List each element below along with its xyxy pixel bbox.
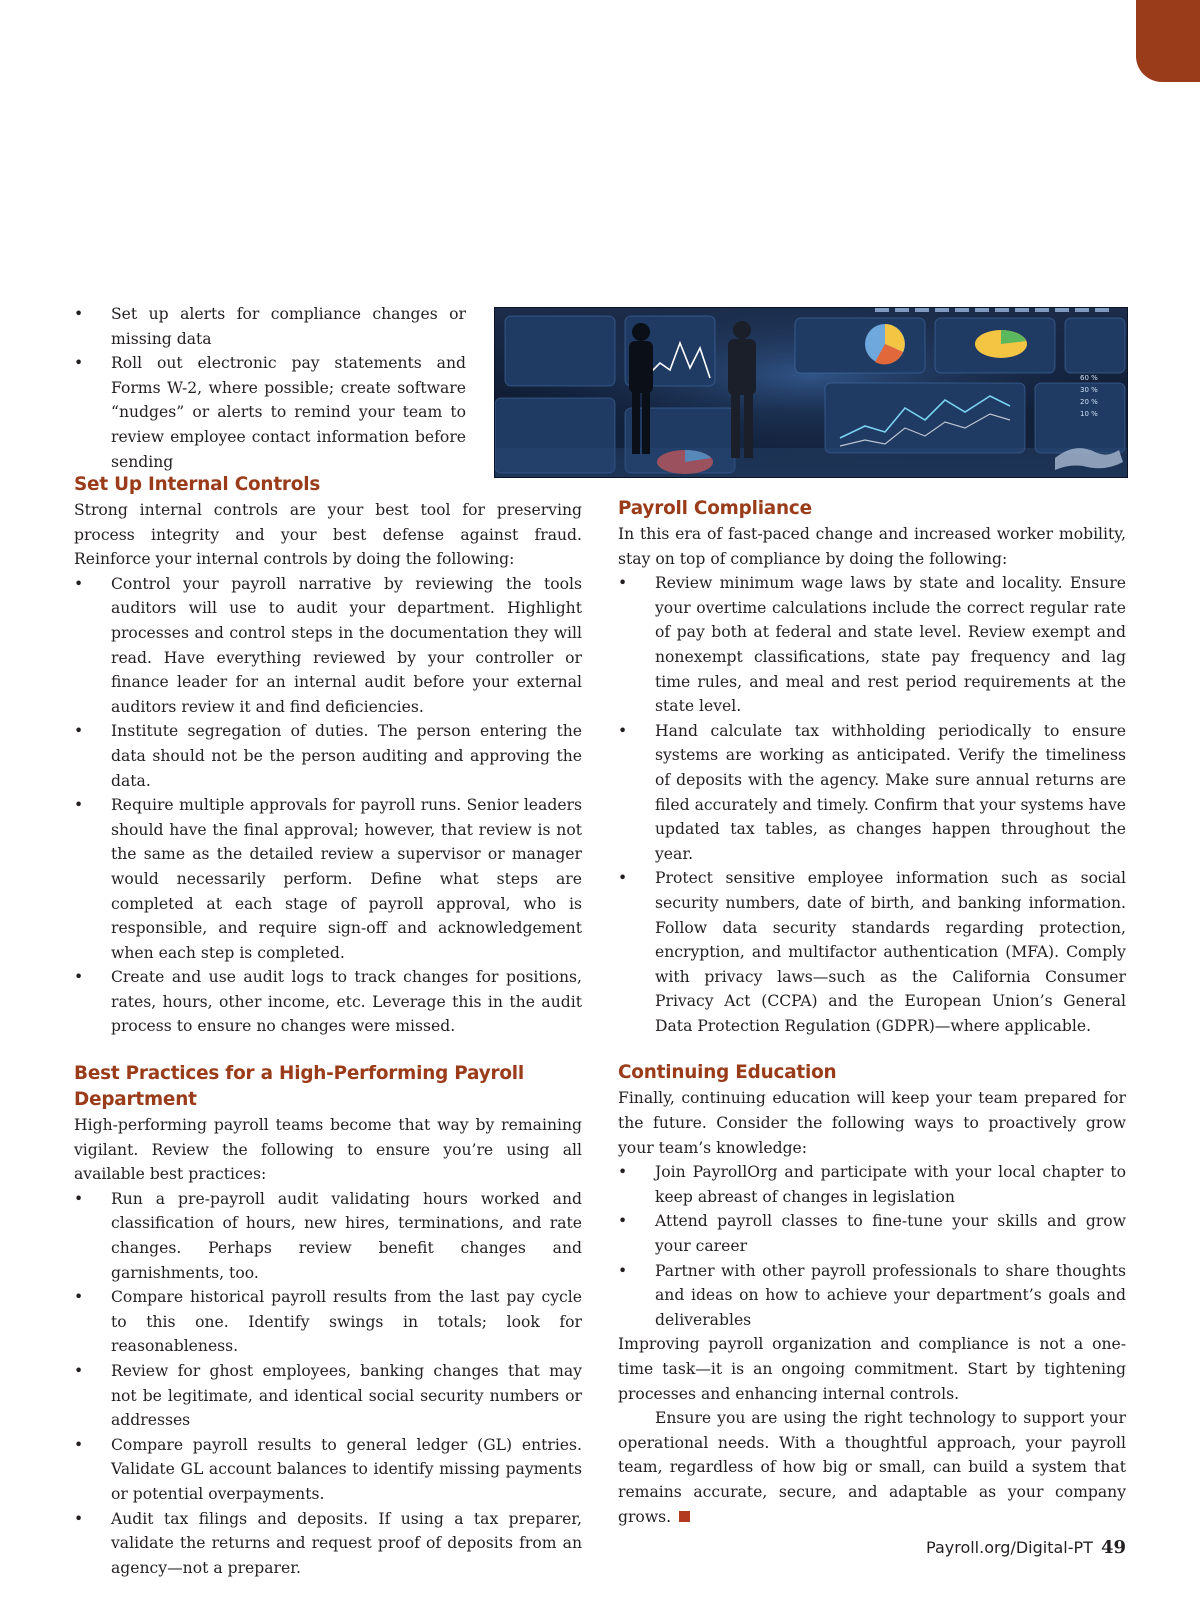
section-heading-continuing-education: Continuing Education bbox=[618, 1062, 837, 1084]
internal-controls-list bbox=[74, 572, 582, 1039]
list-item: • Review for ghost employees, banking changes that may not be legitimate, and identical social security numbers or addresses bbox=[74, 1359, 582, 1433]
payroll-compliance-list bbox=[618, 571, 1126, 1038]
list-item: • Control your payroll narrative by reviewing the tools auditors will use to audit your department. Highlight processes and control steps in the documentation they will read. Have everything reviewed by your controller or finance leader for an internal audit before your external auditors review it and find deficiencies. bbox=[74, 572, 582, 720]
section-heading-internal-controls: Set Up Internal Controls bbox=[74, 474, 321, 495]
list-item: • Join PayrollOrg and participate with your local chapter to keep abreast of changes in legislation bbox=[618, 1160, 1126, 1209]
list-item: • Set up alerts for compliance changes or missing data bbox=[74, 302, 466, 351]
analytics-illustration bbox=[495, 308, 1127, 477]
list-item: • Require multiple approvals for payroll runs. Senior leaders should have the final approval; however, that review is not the same as the detailed review a supervisor or manager would necessarily perform. Define what steps are completed at each stage of payroll approval, who is responsible, and require sign-off and acknowledgement when each step is completed. bbox=[74, 793, 582, 965]
intro-bullet-list bbox=[74, 302, 466, 474]
list-item: • Hand calculate tax withholding periodically to ensure systems are working as anticipated. Verify the timeliness of deposits with the agency. Make sure annual returns are filed accurately and timely. Confirm that your systems have updated tax tables, as changes happen throughout the year. bbox=[618, 719, 1126, 867]
internal-controls-intro: Strong internal controls are your best tool for preserving process integrity and your best defense against fraud. Reinforce your internal controls by doing the following: bbox=[74, 501, 582, 569]
percent-label: 60 % bbox=[1080, 374, 1098, 382]
list-item: • Institute segregation of duties. The person entering the data should not be the person auditing and approving the data. bbox=[74, 719, 582, 793]
page-footer bbox=[926, 1537, 1126, 1558]
list-item: • Compare payroll results to general ledger (GL) entries. Validate GL account balances to identify missing payments or potential overpayments. bbox=[74, 1433, 582, 1507]
continuing-education-intro: Finally, continuing education will keep your team prepared for the future. Consider the following ways to proactively grow your team’s knowledge: bbox=[618, 1089, 1126, 1157]
list-item: • Run a pre-payroll audit validating hours worked and classification of hours, new hires, terminations, and rate changes. Perhaps review benefit changes and garnishments, too. bbox=[74, 1187, 582, 1285]
continuing-education-list bbox=[618, 1160, 1126, 1332]
closing-paragraph-2-text: Ensure you are using the right technology to support your operational needs. With a thoughtful approach, your payroll team, regardless of how big or small, can build a system that remains accurate, secure, and adaptable as your company grows. bbox=[618, 1409, 1126, 1526]
right-column bbox=[618, 496, 1126, 1529]
percent-label: 20 % bbox=[1080, 398, 1098, 406]
closing-paragraph-1: Improving payroll organization and compliance is not a one-time task—it is an ongoing commitment. Start by tightening processes and enhancing internal controls. bbox=[618, 1335, 1126, 1403]
payroll-compliance-intro: In this era of fast-paced change and increased worker mobility, stay on top of compliance by doing the following: bbox=[618, 525, 1126, 568]
list-item: • Protect sensitive employee information such as social security numbers, date of birth, and banking information. Follow data security standards regarding protection, encryption, and multifactor authentication (MFA). Comply with privacy laws—such as the California Consumer Privacy Act (CCPA) and the European Union’s General Data Protection Regulation (GDPR)—where applicable. bbox=[618, 866, 1126, 1038]
section-heading-best-practices: Best Practices for a High-Performing Payroll Department bbox=[74, 1063, 524, 1111]
closing-paragraph-2 bbox=[618, 1406, 1126, 1529]
list-item: • Compare historical payroll results from the last pay cycle to this one. Identify swings in totals; look for reasonableness. bbox=[74, 1285, 582, 1359]
page-corner-tab bbox=[1136, 0, 1200, 82]
percent-label: 10 % bbox=[1080, 410, 1098, 418]
footer-url: Payroll.org/Digital-PT bbox=[926, 1538, 1093, 1557]
business-analytics-photo bbox=[494, 307, 1128, 478]
end-of-article-mark bbox=[679, 1511, 690, 1522]
pie-chart-icon bbox=[975, 330, 1027, 358]
best-practices-list bbox=[74, 1187, 582, 1581]
intro-bullets-block bbox=[74, 302, 466, 474]
section-heading-payroll-compliance: Payroll Compliance bbox=[618, 498, 812, 519]
list-item: • Review minimum wage laws by state and locality. Ensure your overtime calculations include the correct regular rate of pay both at federal and state level. Review exempt and nonexempt classifications, state pay frequency and lag time rules, and meal and rest period requirements at the state level. bbox=[618, 571, 1126, 719]
list-item: • Create and use audit logs to track changes for positions, rates, hours, other income, etc. Leverage this in the audit process to ensure no changes were missed. bbox=[74, 965, 582, 1039]
list-item: • Partner with other payroll professionals to share thoughts and ideas on how to achieve your department’s goals and deliverables bbox=[618, 1259, 1126, 1333]
left-column bbox=[74, 472, 582, 1580]
list-item: • Roll out electronic pay statements and Forms W-2, where possible; create software “nudges” or alerts to remind your team to review employee contact information before sending bbox=[74, 351, 466, 474]
page-number: 49 bbox=[1100, 1537, 1126, 1558]
best-practices-intro: High-performing payroll teams become that way by remaining vigilant. Review the following to ensure you’re using all available best practices: bbox=[74, 1116, 582, 1184]
list-item: • Audit tax filings and deposits. If using a tax preparer, validate the returns and request proof of deposits from an agency—not a preparer. bbox=[74, 1507, 582, 1581]
percent-label: 30 % bbox=[1080, 386, 1098, 394]
list-item: • Attend payroll classes to fine-tune your skills and grow your career bbox=[618, 1209, 1126, 1258]
